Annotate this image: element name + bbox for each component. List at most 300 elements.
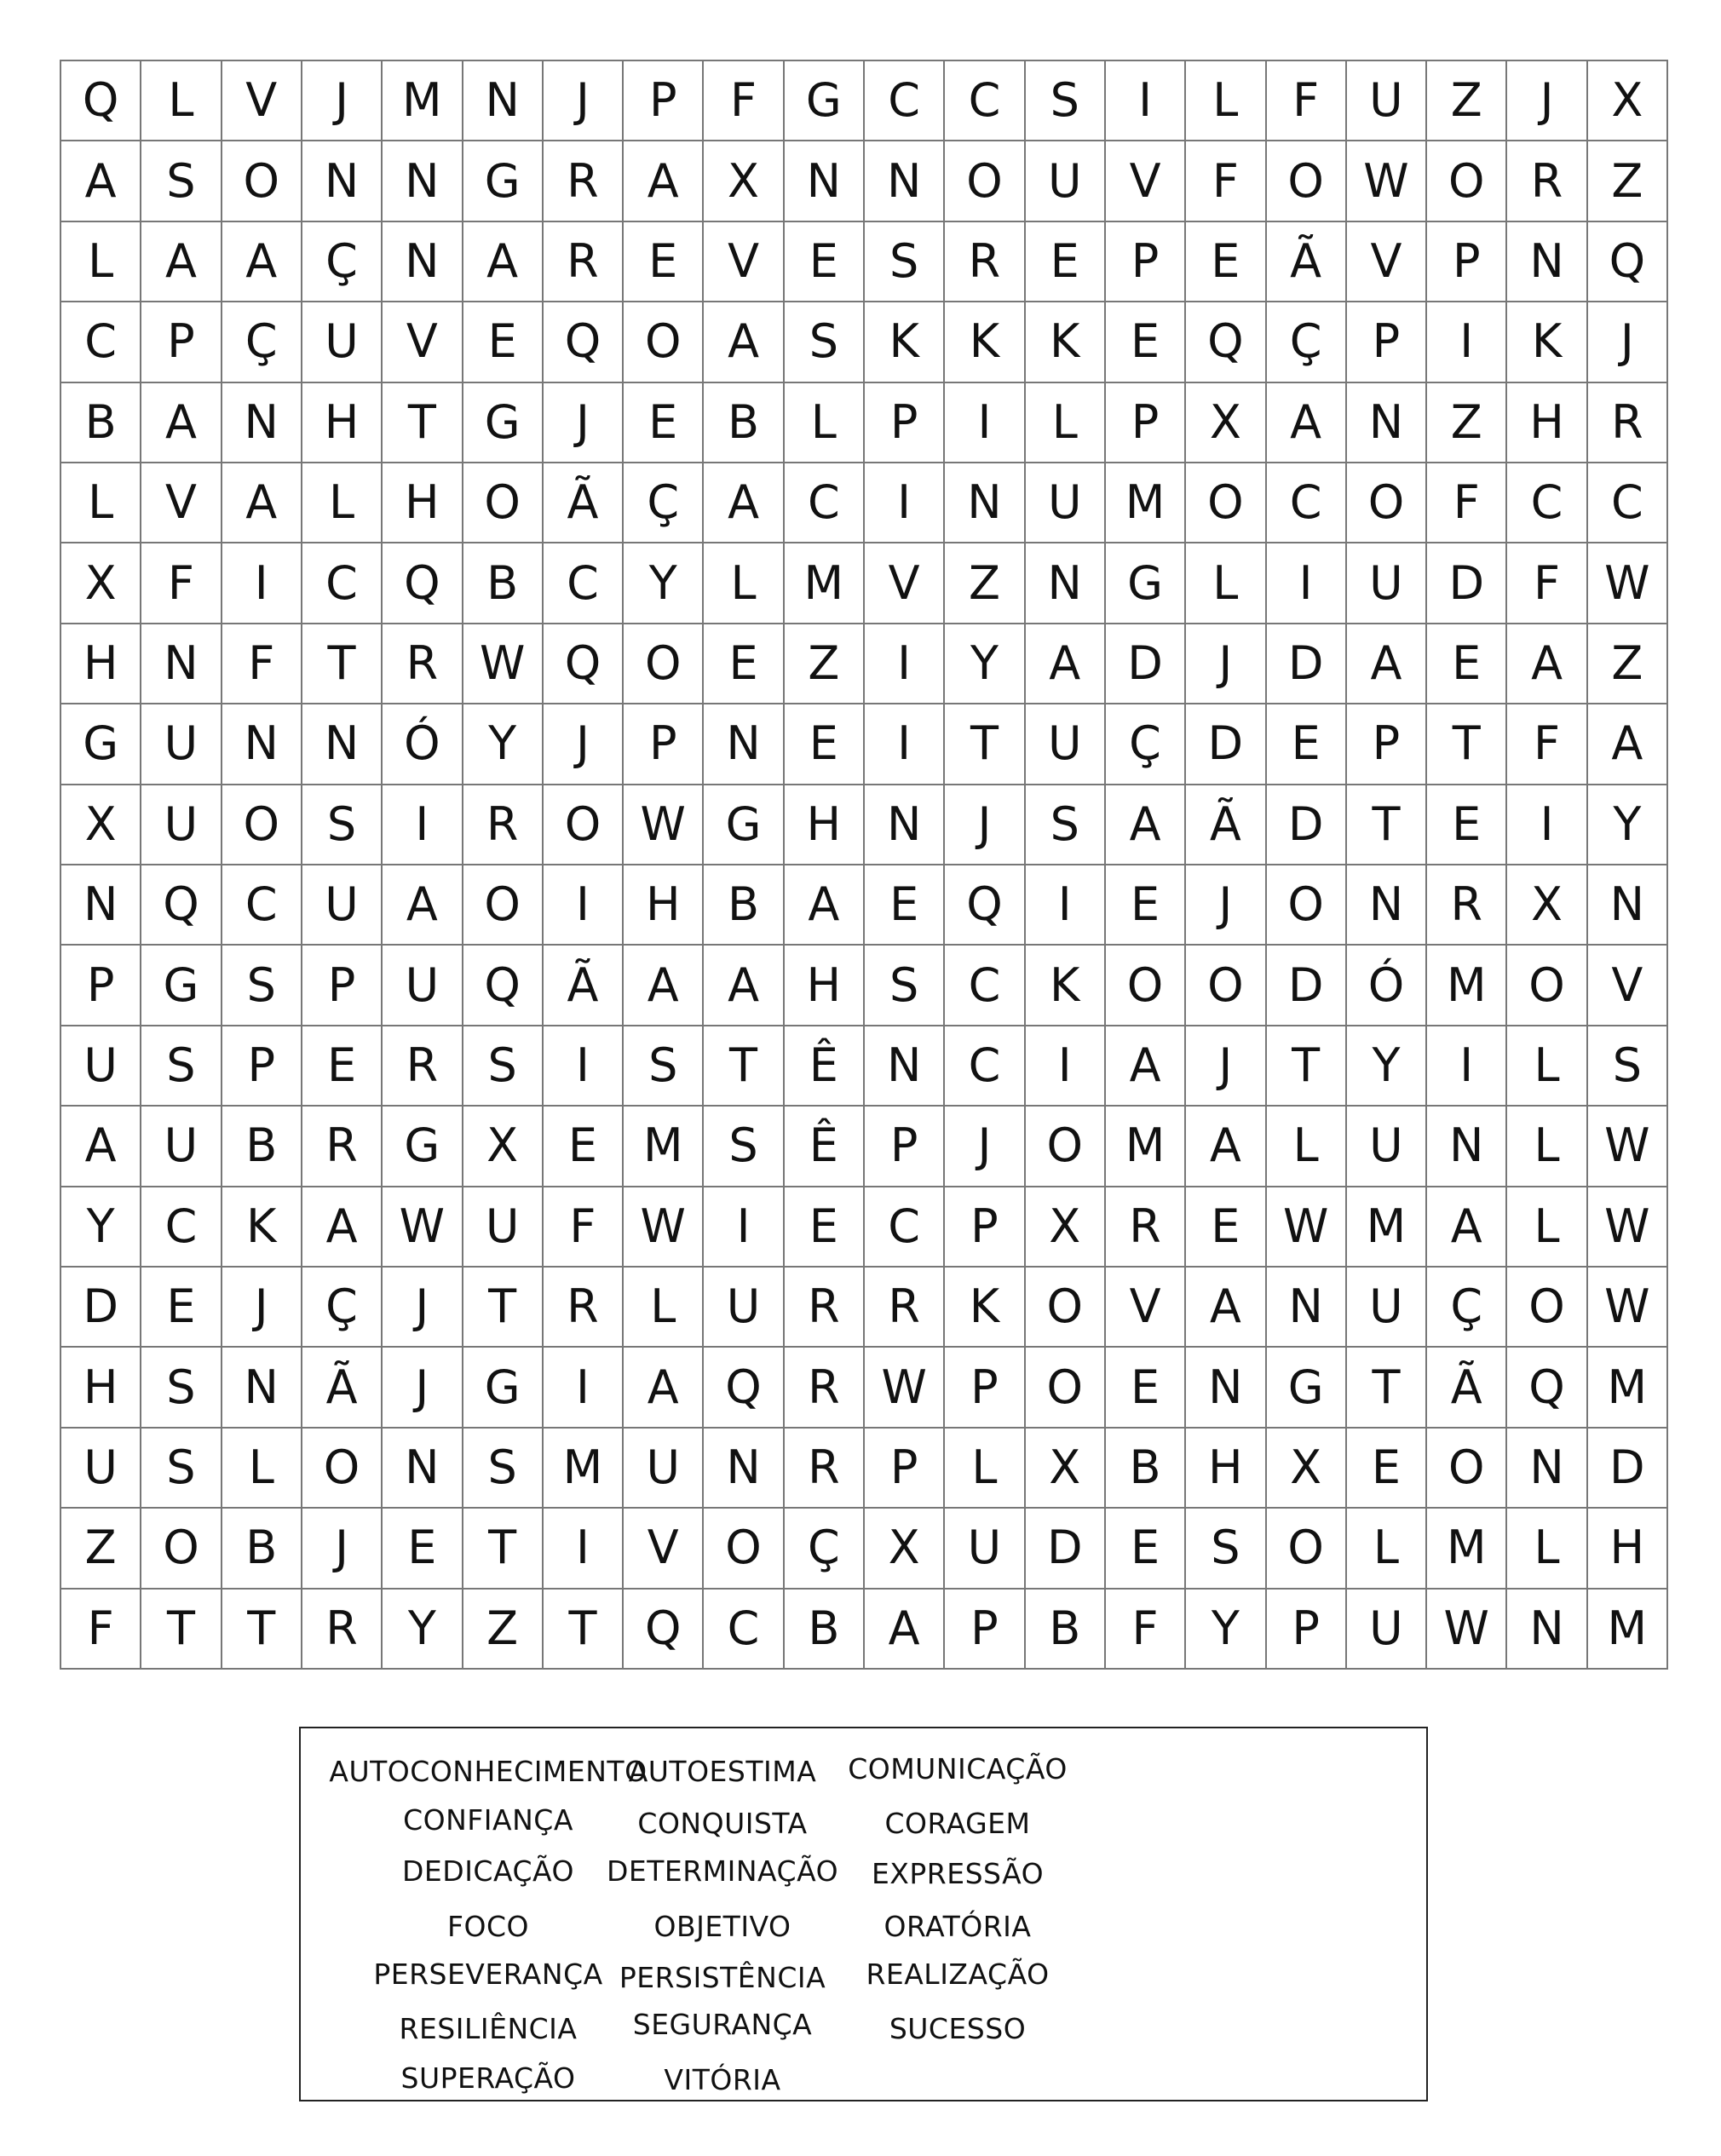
grid-cell[interactable]: A <box>222 463 302 543</box>
grid-cell[interactable]: N <box>302 704 383 785</box>
grid-cell[interactable]: N <box>865 1026 945 1107</box>
grid-cell[interactable]: O <box>1347 463 1427 543</box>
grid-cell[interactable]: N <box>61 865 141 946</box>
grid-cell[interactable]: Q <box>1507 1348 1587 1428</box>
grid-cell[interactable]: A <box>1507 624 1587 704</box>
grid-cell[interactable]: L <box>1026 383 1106 463</box>
grid-cell[interactable]: O <box>463 865 544 946</box>
grid-cell[interactable]: F <box>1427 463 1507 543</box>
grid-cell[interactable]: A <box>1267 383 1347 463</box>
grid-cell[interactable]: O <box>1026 1107 1106 1187</box>
grid-cell[interactable]: I <box>1267 543 1347 624</box>
grid-cell[interactable]: S <box>624 1026 704 1107</box>
grid-cell[interactable]: X <box>704 141 784 221</box>
grid-cell[interactable]: S <box>141 1429 222 1509</box>
grid-cell[interactable]: T <box>1347 785 1427 865</box>
grid-cell[interactable]: N <box>222 1348 302 1428</box>
grid-cell[interactable]: W <box>865 1348 945 1428</box>
grid-cell[interactable]: J <box>945 1107 1025 1187</box>
grid-cell[interactable]: J <box>302 1509 383 1589</box>
grid-cell[interactable]: A <box>61 141 141 221</box>
grid-cell[interactable]: V <box>1347 222 1427 302</box>
grid-cell[interactable]: V <box>624 1509 704 1589</box>
grid-cell[interactable]: U <box>463 1187 544 1268</box>
grid-cell[interactable]: W <box>1267 1187 1347 1268</box>
grid-cell[interactable]: W <box>1347 141 1427 221</box>
grid-cell[interactable]: L <box>222 1429 302 1509</box>
grid-cell[interactable]: L <box>1347 1509 1427 1589</box>
grid-cell[interactable]: C <box>302 543 383 624</box>
grid-cell[interactable]: Z <box>463 1590 544 1670</box>
grid-cell[interactable]: Q <box>383 543 463 624</box>
grid-cell[interactable]: C <box>1267 463 1347 543</box>
grid-cell[interactable]: O <box>463 463 544 543</box>
grid-cell[interactable]: S <box>302 785 383 865</box>
grid-cell[interactable]: P <box>865 1429 945 1509</box>
grid-cell[interactable]: N <box>302 141 383 221</box>
grid-cell[interactable]: A <box>704 463 784 543</box>
grid-cell[interactable]: P <box>1267 1590 1347 1670</box>
grid-cell[interactable]: I <box>1427 1026 1507 1107</box>
grid-cell[interactable]: L <box>785 383 865 463</box>
grid-cell[interactable]: D <box>1267 785 1347 865</box>
grid-cell[interactable]: O <box>1267 865 1347 946</box>
grid-cell[interactable]: M <box>624 1107 704 1187</box>
grid-cell[interactable]: Z <box>1588 624 1668 704</box>
grid-cell[interactable]: P <box>945 1590 1025 1670</box>
grid-cell[interactable]: P <box>1106 383 1186 463</box>
grid-cell[interactable]: N <box>463 61 544 141</box>
grid-cell[interactable]: N <box>1507 1429 1587 1509</box>
grid-cell[interactable]: Ç <box>222 302 302 382</box>
grid-cell[interactable]: N <box>1267 1268 1347 1348</box>
grid-cell[interactable]: Ç <box>302 222 383 302</box>
grid-cell[interactable]: T <box>1267 1026 1347 1107</box>
grid-cell[interactable]: U <box>945 1509 1025 1589</box>
grid-cell[interactable]: A <box>463 222 544 302</box>
grid-cell[interactable]: A <box>141 383 222 463</box>
grid-cell[interactable]: Ç <box>624 463 704 543</box>
grid-cell[interactable]: I <box>865 463 945 543</box>
grid-cell[interactable]: V <box>1588 946 1668 1026</box>
grid-cell[interactable]: H <box>383 463 463 543</box>
grid-cell[interactable]: P <box>1347 704 1427 785</box>
grid-cell[interactable]: U <box>302 302 383 382</box>
grid-cell[interactable]: W <box>463 624 544 704</box>
grid-cell[interactable]: T <box>544 1590 624 1670</box>
grid-cell[interactable]: G <box>1267 1348 1347 1428</box>
grid-cell[interactable]: R <box>544 1268 624 1348</box>
grid-cell[interactable]: K <box>945 1268 1025 1348</box>
grid-cell[interactable]: B <box>222 1509 302 1589</box>
grid-cell[interactable]: X <box>1026 1187 1106 1268</box>
grid-cell[interactable]: M <box>785 543 865 624</box>
grid-cell[interactable]: V <box>865 543 945 624</box>
grid-cell[interactable]: Ç <box>785 1509 865 1589</box>
grid-cell[interactable]: Y <box>624 543 704 624</box>
grid-cell[interactable]: R <box>544 141 624 221</box>
grid-cell[interactable]: L <box>1186 61 1266 141</box>
grid-cell[interactable]: A <box>1186 1107 1266 1187</box>
grid-cell[interactable]: U <box>1347 543 1427 624</box>
grid-cell[interactable]: C <box>945 1026 1025 1107</box>
grid-cell[interactable]: C <box>61 302 141 382</box>
grid-cell[interactable]: L <box>141 61 222 141</box>
grid-cell[interactable]: J <box>383 1268 463 1348</box>
grid-cell[interactable]: U <box>1026 463 1106 543</box>
grid-cell[interactable]: O <box>1267 1509 1347 1589</box>
grid-cell[interactable]: F <box>61 1590 141 1670</box>
grid-cell[interactable]: R <box>785 1268 865 1348</box>
grid-cell[interactable]: M <box>1427 1509 1507 1589</box>
grid-cell[interactable]: S <box>141 141 222 221</box>
grid-cell[interactable]: M <box>544 1429 624 1509</box>
grid-cell[interactable]: Z <box>945 543 1025 624</box>
grid-cell[interactable]: P <box>61 946 141 1026</box>
grid-cell[interactable]: G <box>463 383 544 463</box>
grid-cell[interactable]: O <box>624 302 704 382</box>
grid-cell[interactable]: L <box>1507 1026 1587 1107</box>
grid-cell[interactable]: C <box>141 1187 222 1268</box>
grid-cell[interactable]: E <box>141 1268 222 1348</box>
grid-cell[interactable]: G <box>141 946 222 1026</box>
grid-cell[interactable]: S <box>141 1348 222 1428</box>
grid-cell[interactable]: D <box>1427 543 1507 624</box>
grid-cell[interactable]: F <box>1186 141 1266 221</box>
grid-cell[interactable]: M <box>383 61 463 141</box>
grid-cell[interactable]: W <box>383 1187 463 1268</box>
grid-cell[interactable]: Q <box>61 61 141 141</box>
grid-cell[interactable]: D <box>1588 1429 1668 1509</box>
grid-cell[interactable]: J <box>1588 302 1668 382</box>
grid-cell[interactable]: E <box>1186 1187 1266 1268</box>
grid-cell[interactable]: Z <box>785 624 865 704</box>
grid-cell[interactable]: X <box>1507 865 1587 946</box>
grid-cell[interactable]: S <box>865 946 945 1026</box>
grid-cell[interactable]: K <box>1026 302 1106 382</box>
grid-cell[interactable]: I <box>865 624 945 704</box>
grid-cell[interactable]: R <box>785 1348 865 1428</box>
grid-cell[interactable]: H <box>1186 1429 1266 1509</box>
grid-cell[interactable]: N <box>1347 383 1427 463</box>
grid-cell[interactable]: I <box>544 1348 624 1428</box>
grid-cell[interactable]: Y <box>1347 1026 1427 1107</box>
grid-cell[interactable]: J <box>544 383 624 463</box>
grid-cell[interactable]: O <box>141 1509 222 1589</box>
grid-cell[interactable]: X <box>1588 61 1668 141</box>
grid-cell[interactable]: B <box>61 383 141 463</box>
grid-cell[interactable]: L <box>1507 1107 1587 1187</box>
grid-cell[interactable]: E <box>1347 1429 1427 1509</box>
grid-cell[interactable]: A <box>383 865 463 946</box>
grid-cell[interactable]: O <box>1507 1268 1587 1348</box>
grid-cell[interactable]: N <box>383 141 463 221</box>
grid-cell[interactable]: U <box>1026 141 1106 221</box>
grid-cell[interactable]: I <box>704 1187 784 1268</box>
grid-cell[interactable]: Y <box>61 1187 141 1268</box>
grid-cell[interactable]: Y <box>1186 1590 1266 1670</box>
grid-cell[interactable]: H <box>1507 383 1587 463</box>
grid-cell[interactable]: J <box>1186 1026 1266 1107</box>
grid-cell[interactable]: G <box>463 1348 544 1428</box>
grid-cell[interactable]: P <box>1427 222 1507 302</box>
grid-cell[interactable]: H <box>302 383 383 463</box>
grid-cell[interactable]: U <box>61 1429 141 1509</box>
grid-cell[interactable]: Ã <box>1267 222 1347 302</box>
grid-cell[interactable]: M <box>1427 946 1507 1026</box>
grid-cell[interactable]: M <box>1588 1348 1668 1428</box>
grid-cell[interactable]: N <box>1507 222 1587 302</box>
grid-cell[interactable]: R <box>463 785 544 865</box>
grid-cell[interactable]: A <box>1106 785 1186 865</box>
grid-cell[interactable]: I <box>1026 1026 1106 1107</box>
grid-cell[interactable]: N <box>141 624 222 704</box>
grid-cell[interactable]: Ó <box>1347 946 1427 1026</box>
grid-cell[interactable]: D <box>1026 1509 1106 1589</box>
grid-cell[interactable]: R <box>1427 865 1507 946</box>
grid-cell[interactable]: K <box>222 1187 302 1268</box>
grid-cell[interactable]: Y <box>945 624 1025 704</box>
grid-cell[interactable]: Q <box>141 865 222 946</box>
grid-cell[interactable]: A <box>704 946 784 1026</box>
grid-cell[interactable]: L <box>704 543 784 624</box>
grid-cell[interactable]: R <box>302 1107 383 1187</box>
grid-cell[interactable]: Y <box>463 704 544 785</box>
grid-cell[interactable]: U <box>704 1268 784 1348</box>
grid-cell[interactable]: U <box>141 704 222 785</box>
grid-cell[interactable]: B <box>704 865 784 946</box>
grid-cell[interactable]: N <box>1347 865 1427 946</box>
grid-cell[interactable]: A <box>61 1107 141 1187</box>
grid-cell[interactable]: G <box>704 785 784 865</box>
grid-cell[interactable]: S <box>865 222 945 302</box>
grid-cell[interactable]: P <box>302 946 383 1026</box>
grid-cell[interactable]: X <box>865 1509 945 1589</box>
grid-cell[interactable]: N <box>1588 865 1668 946</box>
grid-cell[interactable]: H <box>61 624 141 704</box>
grid-cell[interactable]: T <box>945 704 1025 785</box>
grid-cell[interactable]: E <box>544 1107 624 1187</box>
grid-cell[interactable]: B <box>1106 1429 1186 1509</box>
grid-cell[interactable]: J <box>1186 624 1266 704</box>
grid-cell[interactable]: P <box>945 1348 1025 1428</box>
grid-cell[interactable]: K <box>1026 946 1106 1026</box>
grid-cell[interactable]: S <box>1186 1509 1266 1589</box>
grid-cell[interactable]: U <box>1026 704 1106 785</box>
grid-cell[interactable]: Q <box>544 624 624 704</box>
grid-cell[interactable]: O <box>1427 141 1507 221</box>
grid-cell[interactable]: P <box>1347 302 1427 382</box>
grid-cell[interactable]: A <box>1186 1268 1266 1348</box>
grid-cell[interactable]: G <box>1106 543 1186 624</box>
grid-cell[interactable]: Ã <box>544 463 624 543</box>
grid-cell[interactable]: Ê <box>785 1026 865 1107</box>
grid-cell[interactable]: U <box>624 1429 704 1509</box>
grid-cell[interactable]: O <box>1186 946 1266 1026</box>
grid-cell[interactable]: I <box>1026 865 1106 946</box>
grid-cell[interactable]: C <box>945 946 1025 1026</box>
grid-cell[interactable]: X <box>463 1107 544 1187</box>
grid-cell[interactable]: E <box>383 1509 463 1589</box>
grid-cell[interactable]: U <box>1347 1107 1427 1187</box>
grid-cell[interactable]: H <box>624 865 704 946</box>
grid-cell[interactable]: A <box>704 302 784 382</box>
grid-cell[interactable]: N <box>222 704 302 785</box>
grid-cell[interactable]: Q <box>624 1590 704 1670</box>
grid-cell[interactable]: O <box>945 141 1025 221</box>
grid-cell[interactable]: L <box>945 1429 1025 1509</box>
grid-cell[interactable]: S <box>704 1107 784 1187</box>
grid-cell[interactable]: A <box>624 946 704 1026</box>
grid-cell[interactable]: F <box>544 1187 624 1268</box>
grid-cell[interactable]: I <box>544 1026 624 1107</box>
grid-cell[interactable]: U <box>61 1026 141 1107</box>
grid-cell[interactable]: O <box>1106 946 1186 1026</box>
grid-cell[interactable]: D <box>1106 624 1186 704</box>
grid-cell[interactable]: I <box>1106 61 1186 141</box>
grid-cell[interactable]: C <box>222 865 302 946</box>
grid-cell[interactable]: M <box>1347 1187 1427 1268</box>
grid-cell[interactable]: W <box>624 785 704 865</box>
grid-cell[interactable]: V <box>1106 1268 1186 1348</box>
grid-cell[interactable]: N <box>785 141 865 221</box>
grid-cell[interactable]: T <box>463 1509 544 1589</box>
grid-cell[interactable]: Q <box>1588 222 1668 302</box>
grid-cell[interactable]: Ó <box>383 704 463 785</box>
grid-cell[interactable]: T <box>463 1268 544 1348</box>
grid-cell[interactable]: I <box>544 865 624 946</box>
grid-cell[interactable]: P <box>141 302 222 382</box>
grid-cell[interactable]: E <box>785 1187 865 1268</box>
grid-cell[interactable]: E <box>785 222 865 302</box>
grid-cell[interactable]: D <box>1186 704 1266 785</box>
grid-cell[interactable]: C <box>785 463 865 543</box>
grid-cell[interactable]: R <box>865 1268 945 1348</box>
grid-cell[interactable]: U <box>302 865 383 946</box>
grid-cell[interactable]: B <box>463 543 544 624</box>
grid-cell[interactable]: K <box>865 302 945 382</box>
grid-cell[interactable]: A <box>1427 1187 1507 1268</box>
grid-cell[interactable]: W <box>1588 1187 1668 1268</box>
grid-cell[interactable]: A <box>1588 704 1668 785</box>
grid-cell[interactable]: P <box>945 1187 1025 1268</box>
grid-cell[interactable]: Ê <box>785 1107 865 1187</box>
grid-cell[interactable]: G <box>383 1107 463 1187</box>
grid-cell[interactable]: E <box>1106 1509 1186 1589</box>
grid-cell[interactable]: M <box>1588 1590 1668 1670</box>
grid-cell[interactable]: N <box>865 141 945 221</box>
grid-cell[interactable]: N <box>1427 1107 1507 1187</box>
grid-cell[interactable]: U <box>1347 61 1427 141</box>
grid-cell[interactable]: F <box>1106 1590 1186 1670</box>
grid-cell[interactable]: Y <box>383 1590 463 1670</box>
grid-cell[interactable]: O <box>704 1509 784 1589</box>
grid-cell[interactable]: F <box>141 543 222 624</box>
grid-cell[interactable]: E <box>302 1026 383 1107</box>
grid-cell[interactable]: U <box>141 1107 222 1187</box>
grid-cell[interactable]: Q <box>463 946 544 1026</box>
grid-cell[interactable]: X <box>1267 1429 1347 1509</box>
grid-cell[interactable]: Z <box>1588 141 1668 221</box>
grid-cell[interactable]: O <box>544 785 624 865</box>
grid-cell[interactable]: J <box>302 61 383 141</box>
grid-cell[interactable]: O <box>1026 1348 1106 1428</box>
grid-cell[interactable]: U <box>383 946 463 1026</box>
grid-cell[interactable]: O <box>1267 141 1347 221</box>
grid-cell[interactable]: Z <box>1427 61 1507 141</box>
grid-cell[interactable]: F <box>1267 61 1347 141</box>
grid-cell[interactable]: J <box>383 1348 463 1428</box>
grid-cell[interactable]: A <box>1026 624 1106 704</box>
grid-cell[interactable]: Ç <box>1427 1268 1507 1348</box>
grid-cell[interactable]: R <box>383 624 463 704</box>
grid-cell[interactable]: S <box>785 302 865 382</box>
grid-cell[interactable]: G <box>785 61 865 141</box>
grid-cell[interactable]: N <box>383 222 463 302</box>
grid-cell[interactable]: N <box>865 785 945 865</box>
grid-cell[interactable]: Ã <box>544 946 624 1026</box>
grid-cell[interactable]: T <box>302 624 383 704</box>
grid-cell[interactable]: W <box>1588 1107 1668 1187</box>
grid-cell[interactable]: Ç <box>1106 704 1186 785</box>
grid-cell[interactable]: D <box>1267 624 1347 704</box>
grid-cell[interactable]: I <box>945 383 1025 463</box>
grid-cell[interactable]: Q <box>1186 302 1266 382</box>
grid-cell[interactable]: G <box>61 704 141 785</box>
grid-cell[interactable]: X <box>61 543 141 624</box>
grid-cell[interactable]: T <box>383 383 463 463</box>
grid-cell[interactable]: A <box>141 222 222 302</box>
grid-cell[interactable]: W <box>1427 1590 1507 1670</box>
grid-cell[interactable]: H <box>785 946 865 1026</box>
grid-cell[interactable]: H <box>1588 1509 1668 1589</box>
grid-cell[interactable]: C <box>945 61 1025 141</box>
grid-cell[interactable]: E <box>463 302 544 382</box>
grid-cell[interactable]: J <box>544 61 624 141</box>
grid-cell[interactable]: C <box>865 1187 945 1268</box>
grid-cell[interactable]: E <box>1186 222 1266 302</box>
grid-cell[interactable]: V <box>1106 141 1186 221</box>
grid-cell[interactable]: A <box>865 1590 945 1670</box>
grid-cell[interactable]: B <box>704 383 784 463</box>
grid-cell[interactable]: F <box>1507 543 1587 624</box>
grid-cell[interactable]: Q <box>544 302 624 382</box>
grid-cell[interactable]: I <box>1507 785 1587 865</box>
grid-cell[interactable]: Ã <box>1427 1348 1507 1428</box>
grid-cell[interactable]: N <box>1026 543 1106 624</box>
grid-cell[interactable]: N <box>1186 1348 1266 1428</box>
grid-cell[interactable]: O <box>222 785 302 865</box>
grid-cell[interactable]: H <box>61 1348 141 1428</box>
grid-cell[interactable]: J <box>1507 61 1587 141</box>
grid-cell[interactable]: I <box>544 1509 624 1589</box>
grid-cell[interactable]: T <box>222 1590 302 1670</box>
grid-cell[interactable]: H <box>785 785 865 865</box>
grid-cell[interactable]: R <box>302 1590 383 1670</box>
grid-cell[interactable]: Ç <box>302 1268 383 1348</box>
grid-cell[interactable]: N <box>383 1429 463 1509</box>
grid-cell[interactable]: V <box>141 463 222 543</box>
grid-cell[interactable]: L <box>1186 543 1266 624</box>
grid-cell[interactable]: U <box>1347 1590 1427 1670</box>
grid-cell[interactable]: E <box>785 704 865 785</box>
grid-cell[interactable]: A <box>222 222 302 302</box>
grid-cell[interactable]: W <box>624 1187 704 1268</box>
grid-cell[interactable]: Z <box>1427 383 1507 463</box>
grid-cell[interactable]: W <box>1588 1268 1668 1348</box>
grid-cell[interactable]: J <box>222 1268 302 1348</box>
grid-cell[interactable]: C <box>1588 463 1668 543</box>
